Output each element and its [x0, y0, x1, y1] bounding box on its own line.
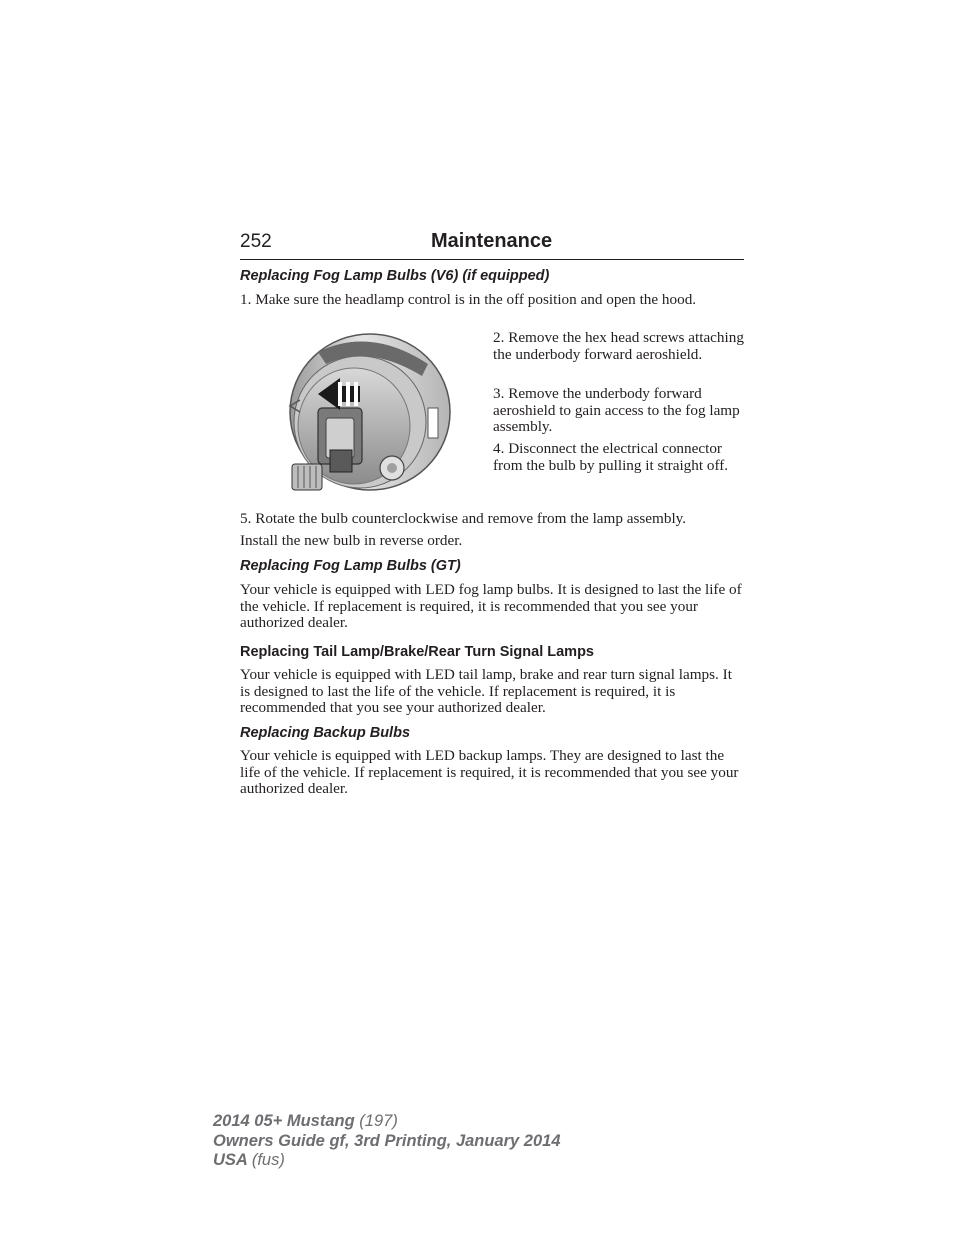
heading-fog-gt: Replacing Fog Lamp Bulbs (GT) — [240, 558, 461, 574]
heading-fog-v6: Replacing Fog Lamp Bulbs (V6) (if equipped) — [240, 268, 550, 284]
footer-model-code: (197) — [359, 1112, 398, 1130]
backup-body: Your vehicle is equipped with LED backup lamps. They are designed to last the life of the vehicle. If replacement is required, it is recommended that you see your authorized dealer. — [240, 747, 739, 797]
footer-line-1 — [213, 1112, 561, 1132]
chapter-title: Maintenance — [431, 230, 553, 252]
tail-lamp-body: Your vehicle is equipped with LED tail lamp, brake and rear turn signal lamps. It is designed to last the life of the vehicle. If replacement is required, it is recommended that you see your authorized dealer. — [240, 666, 732, 716]
footer-line-2: Owners Guide gf, 3rd Printing, January 2014 — [213, 1131, 561, 1150]
footer-market-code: (fus) — [251, 1151, 285, 1169]
heading-backup: Replacing Backup Bulbs — [240, 725, 411, 741]
fog-lamp-illustration — [278, 330, 452, 496]
heading-tail-lamp: Replacing Tail Lamp/Brake/Rear Turn Signal Lamps — [240, 644, 594, 660]
footer-model: 2014 05+ Mustang — [213, 1112, 355, 1130]
step-1: 1. Make sure the headlamp control is in the off position and open the hood. — [240, 291, 697, 308]
step-4: 4. Disconnect the electrical connector from the bulb by pulling it straight off. — [493, 440, 729, 474]
step-2: 2. Remove the hex head screws attaching the underbody forward aeroshield. — [493, 329, 744, 363]
step-3: 3. Remove the underbody forward aeroshield to gain access to the fog lamp assembly. — [493, 385, 740, 435]
install-note: Install the new bulb in reverse order. — [240, 532, 463, 549]
footer-line-3 — [213, 1151, 561, 1171]
page-footer — [213, 1112, 561, 1171]
page-header — [240, 229, 744, 260]
fog-gt-body: Your vehicle is equipped with LED fog lamp bulbs. It is designed to last the life of the vehicle. If replacement is required, it is recommended that you see your authorized dealer. — [240, 581, 742, 631]
page-number: 252 — [240, 231, 272, 252]
footer-market: USA — [213, 1151, 248, 1169]
step-5: 5. Rotate the bulb counterclockwise and remove from the lamp assembly. — [240, 510, 687, 527]
